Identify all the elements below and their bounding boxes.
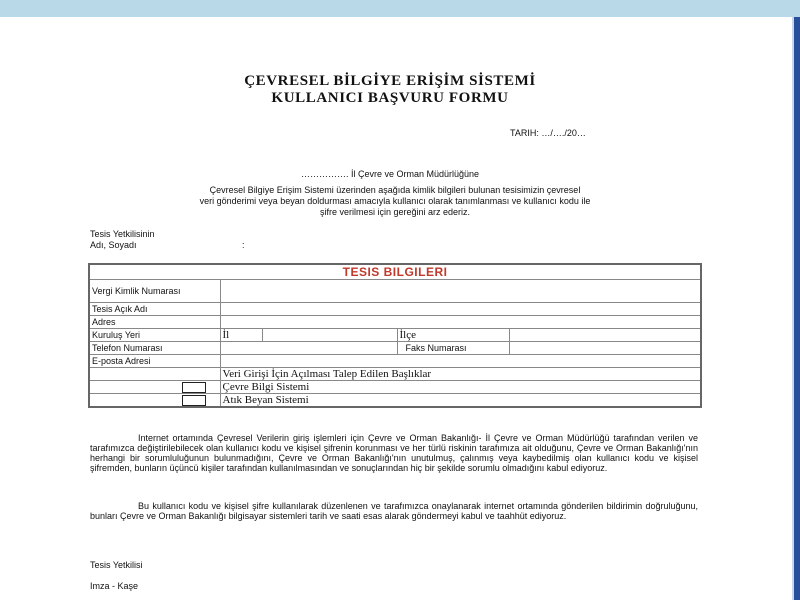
tax-id-field[interactable] (220, 280, 701, 303)
signature-authority-label: Tesis Yetkilisi (90, 560, 143, 570)
request-header: Veri Girişi İçin Açılması Talep Edilen Başlıklar (220, 368, 701, 381)
phone-label: Telefon Numarası (89, 342, 220, 355)
table-header: TESIS BILGILERI (89, 264, 701, 280)
location-label: Kuruluş Yeri (89, 329, 220, 342)
intro-line: Çevresel Bilgiye Erişim Sistemi üzerinden aşağıda kimlik bilgileri bulunan tesisimizin çevresel (209, 185, 581, 195)
option1-checkbox-cell (89, 381, 220, 394)
option1-label: Çevre Bilgi Sistemi (220, 381, 701, 394)
document-subtitle: KULLANICI BAŞVURU FORMU (271, 90, 509, 106)
facility-info-table (88, 263, 702, 408)
top-accent-bar (0, 0, 800, 17)
address-field[interactable] (220, 316, 701, 329)
liability-paragraph (90, 433, 698, 473)
liability-paragraph-text: Internet ortamında Çevresel Verilerin giriş işlemleri için Çevre ve Orman Bakanlığı- İl Çevre ve Orman Müdürlüğü tarafından verilen ve tarafımızca değiştirilebilecek olan kullanıcı kodu ve kişisel şifrenin korunması ve her türlü riskinin tarafımıza ait olduğunu, Çevre ve Orman Bakanlığı'nın herhangi bir sorumluluğunun bulunmadığını, Çevre ve Orman Bakanlığı'nın unutulmuş, çalınmış veya kaybedilmiş olan kullanıcı kodu ve kişisel şifremden, bunların üçüncü kişiler tarafından kullanılmasından ve sonuçlarından hiç bir şekilde sorumlu olmadığını kabul ediyoruz. (90, 433, 698, 473)
fax-field[interactable] (509, 342, 701, 355)
fax-label-text: Faks Numarası (405, 343, 467, 353)
phone-field[interactable] (220, 342, 397, 355)
facility-name-field[interactable] (220, 303, 701, 316)
document-title: ÇEVRESEL BİLGİYE ERİŞİM SİSTEMİ (244, 73, 536, 89)
province-label: İl (220, 329, 262, 342)
address-label: Adres (89, 316, 220, 329)
commitment-paragraph-text: Bu kullanıcı kodu ve kişisel şifre kullanılarak düzenlenen ve tarafımızca onaylanarak internet ortamında gönderilen bildirimin doğruluğunu, bunları Çevre ve Orman Bakanlığı bilgisayar sistemleri tarih ve saati esas alarak göndermeyi kabul ve taahhüt ediyoruz. (90, 501, 698, 521)
tax-id-label: Vergi Kimlik Numarası (89, 280, 220, 303)
intro-line: şifre verilmesi için gereğini arz ederiz. (319, 207, 471, 217)
request-header-spacer (89, 368, 220, 381)
authority-name-colon: : (242, 240, 245, 250)
commitment-paragraph (90, 501, 698, 521)
fax-label (397, 342, 509, 355)
email-field[interactable] (220, 355, 701, 368)
email-label: E-posta Adresi (89, 355, 220, 368)
facility-name-label: Tesis Açık Adı (89, 303, 220, 316)
addressee-line: ……………. İl Çevre ve Orman Müdürlüğüne (300, 169, 480, 179)
authority-label: Tesis Yetkilisinin (90, 229, 155, 239)
authority-name-label: Adı, Soyadı (90, 240, 137, 250)
province-field[interactable] (262, 329, 397, 342)
date-line: TARIH: …/…./20… (510, 128, 586, 138)
intro-paragraph (90, 185, 700, 218)
option2-checkbox-cell (89, 394, 220, 408)
intro-line: veri gönderimi veya beyan doldurması amacıyla kullanıcı olarak tanımlanması ve kullanıcı kodu ile (199, 196, 591, 206)
district-label: İlçe (397, 329, 509, 342)
option2-label: Atık Beyan Sistemi (220, 394, 701, 408)
environment-info-system-checkbox[interactable] (182, 382, 206, 393)
signature-stamp-label: Imza - Kaşe (90, 581, 139, 591)
district-field[interactable] (509, 329, 701, 342)
waste-declaration-system-checkbox[interactable] (182, 395, 206, 406)
right-accent-bar (794, 17, 800, 600)
